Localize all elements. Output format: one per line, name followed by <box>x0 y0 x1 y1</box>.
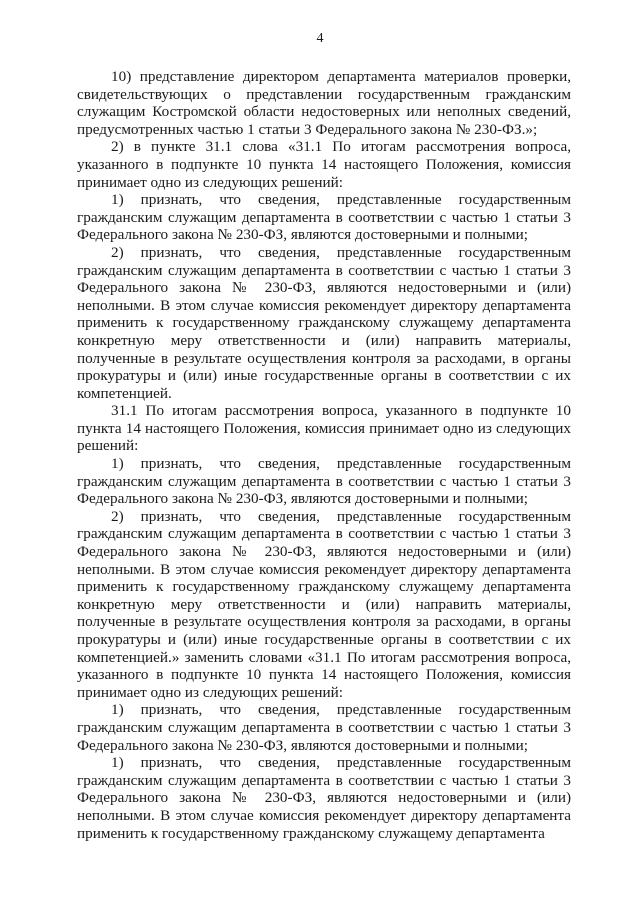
paragraph-decision-2-replacement: 2) признать, что сведения, представленные государственным гражданским служащим департамента в соответствии с частью 1 статьи 3 Федерального закона № 230-ФЗ, являются недостоверными и (или) неполными. В этом случае комиссия рекомендует директору департамента применить к государственному гражданскому служащему департамента конкретную меру ответственности и (или) направить материалы, полученные в результате осуществления контроля за расходами, в органы прокуратуры и (или) иные государственные органы в соответствии с их компетенцией.» заменить словами «31.1 По итогам рассмотрения вопроса, указанного в подпункте 10 пункта 14 настоящего Положения, комиссия принимает одно из следующих решений: <box>77 507 571 701</box>
paragraph-item-10-submission: 10) представление директором департамента материалов проверки, свидетельствующих о представлении государственным гражданским служащим Костромской области недостоверных или неполных сведений, предусмотренных частью 1 статьи 3 Федерального закона № 230-ФЗ.»; <box>77 68 571 138</box>
paragraph-amendment-31-1: 2) в пункте 31.1 слова «31.1 По итогам рассмотрения вопроса, указанного в подпункте 10 пункта 14 настоящего Положения, комиссия принимает одно из следующих решений: <box>77 138 571 191</box>
paragraph-31-1-intro: 31.1 По итогам рассмотрения вопроса, указанного в подпункте 10 пункта 14 настоящего Положения, комиссия принимает одно из следующих решений: <box>77 402 571 455</box>
document-body <box>77 68 571 842</box>
paragraph-new-decision-1: 1) признать, что сведения, представленные государственным гражданским служащим департамента в соответствии с частью 1 статьи 3 Федерального закона № 230-ФЗ, являются достоверными и полными; <box>77 701 571 754</box>
paragraph-old-decision-2: 2) признать, что сведения, представленные государственным гражданским служащим департамента в соответствии с частью 1 статьи 3 Федерального закона № 230-ФЗ, являются недостоверными и (или) неполными. В этом случае комиссия рекомендует директору департамента применить к государственному гражданскому служащему департамента конкретную меру ответственности и (или) направить материалы, полученные в результате осуществления контроля за расходами, в органы прокуратуры и (или) иные государственные органы в соответствии с их компетенцией. <box>77 243 571 402</box>
paragraph-new-decision-2: 1) признать, что сведения, представленные государственным гражданским служащим департамента в соответствии с частью 1 статьи 3 Федерального закона № 230-ФЗ, являются недостоверными и (или) неполными. В этом случае комиссия рекомендует директору департамента применить к государственному гражданскому служащему департамента <box>77 754 571 842</box>
page-number: 4 <box>316 31 324 46</box>
paragraph-decision-1: 1) признать, что сведения, представленные государственным гражданским служащим департамента в соответствии с частью 1 статьи 3 Федерального закона № 230-ФЗ, являются достоверными и полными; <box>77 455 571 508</box>
paragraph-old-decision-1: 1) признать, что сведения, представленные государственным гражданским служащим департамента в соответствии с частью 1 статьи 3 Федерального закона № 230-ФЗ, являются достоверными и полными; <box>77 191 571 244</box>
